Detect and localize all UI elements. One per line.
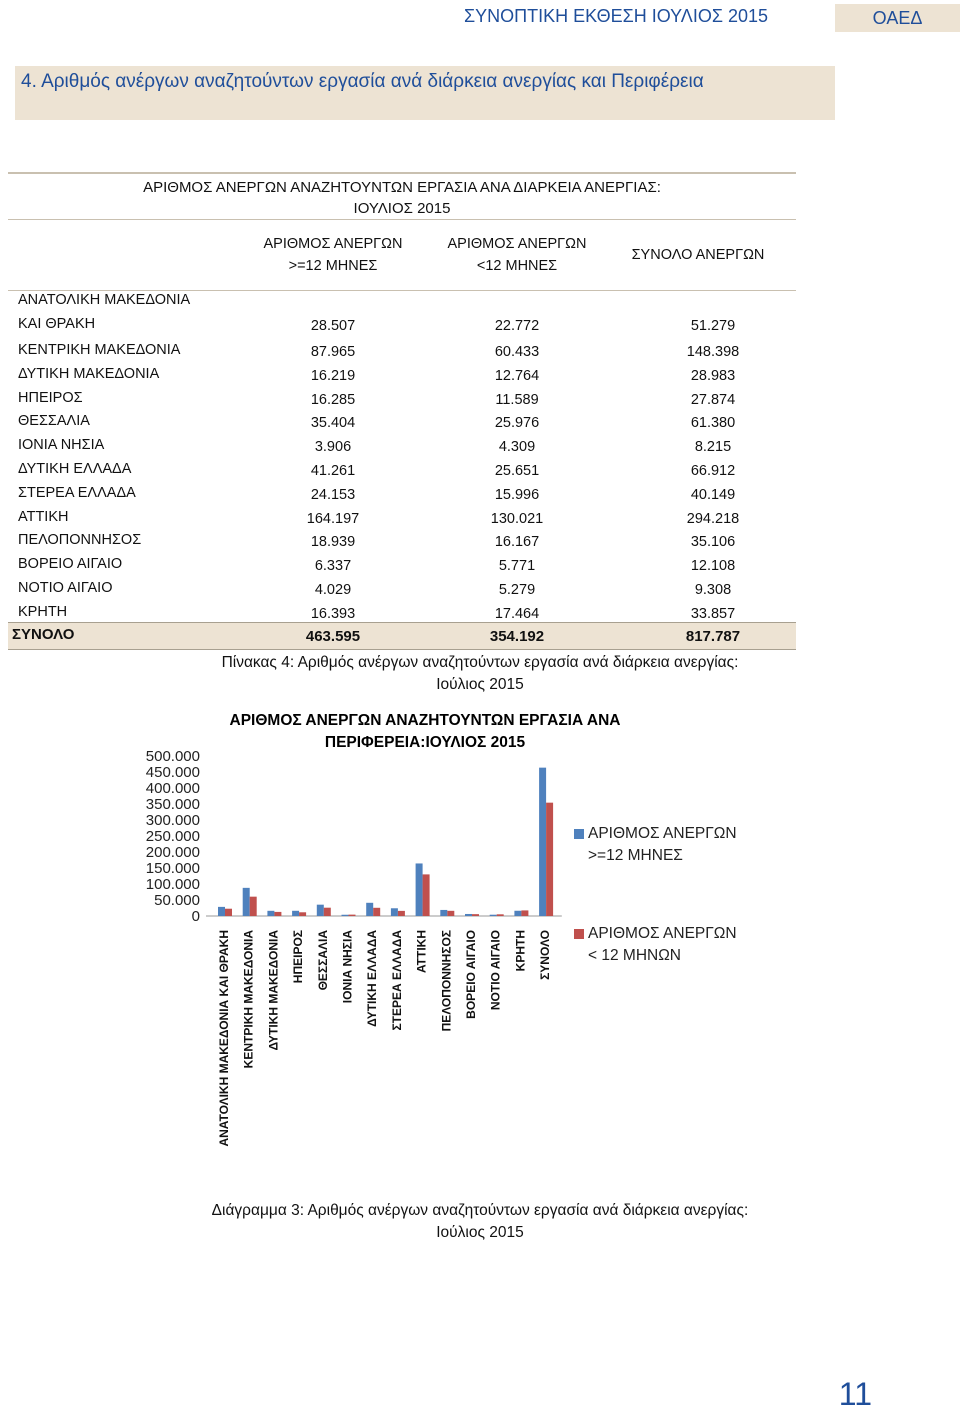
table-row	[8, 292, 796, 342]
x-category-label: ΠΕΛΟΠΟΝΝΗΣΟΣ	[439, 930, 454, 1032]
cell-lt12: 25.651	[494, 463, 540, 479]
column-header-ge12	[238, 233, 428, 277]
bar-ge12	[440, 910, 447, 916]
cell-total: 66.912	[690, 463, 736, 479]
report-title: ΣΥΝΟΠΤΙΚΗ ΕΚΘΕΣΗ ΙΟΥΛΙΟΣ 2015	[463, 6, 768, 26]
chart-plot-area	[146, 748, 562, 1147]
cell-ge12: 6.337	[314, 558, 352, 575]
y-tick-label: 50.000	[154, 892, 200, 909]
table-title-line1: ΑΡΙΘΜΟΣ ΑΝΕΡΓΩΝ ΑΝΑΖΗΤΟΥΝΤΩΝ ΕΡΓΑΣΙΑ ΑΝΑ ΔΙΑΡΚΕΙΑ ΑΝΕΡΓΙΑΣ:	[143, 179, 661, 196]
y-tick-label: 0	[191, 908, 200, 925]
bar-lt12	[472, 914, 479, 916]
bar-lt12	[546, 803, 553, 916]
x-category-label: ΚΕΝΤΡΙΚΗ ΜΑΚΕΔΟΝΙΑ	[241, 930, 256, 1069]
table-caption-line1: Πίνακας 4: Αριθμός ανέργων αναζητούντων εργασία ανά διάρκεια ανεργίας:	[221, 654, 739, 671]
bar-lt12	[299, 912, 306, 916]
legend-item-ge12	[588, 823, 737, 867]
cell-ge12: 87.965	[310, 344, 356, 360]
cell-lt12: 5.771	[498, 558, 536, 575]
cell-lt12: 60.433	[494, 344, 540, 360]
cell-ge12: 3.906	[314, 439, 352, 456]
legend-label-lt12-line1: ΑΡΙΘΜΟΣ ΑΝΕΡΓΩΝ	[588, 925, 737, 942]
cell-total: 40.149	[690, 486, 736, 503]
bar-ge12	[514, 911, 521, 916]
row-name: ΙΟΝΙΑ ΝΗΣΙΑ	[18, 437, 105, 454]
cell-total: 35.106	[690, 534, 736, 551]
total-label: ΣΥΝΟΛΟ	[12, 626, 75, 643]
bar-lt12	[398, 911, 405, 916]
cell-total: 27.874	[690, 391, 736, 408]
x-category-label: ΣΤΕΡΕΑ ΕΛΛΑΔΑ	[389, 930, 404, 1031]
bar-lt12	[250, 897, 257, 916]
cell-ge12: 35.404	[310, 415, 356, 432]
table-title-line2: ΙΟΥΛΙΟΣ 2015	[353, 200, 451, 217]
y-tick-label: 450.000	[145, 764, 200, 781]
bar-ge12	[391, 908, 398, 916]
cell-lt12: 130.021	[490, 510, 544, 527]
row-name: ΔΥΤΙΚΗ ΜΑΚΕΔΟΝΙΑ	[18, 365, 160, 382]
bar-ge12	[218, 907, 225, 916]
table-caption	[0, 652, 960, 696]
page-number: 11	[838, 1376, 872, 1412]
legend-label-lt12-line2: < 12 ΜΗΝΩΝ	[588, 947, 681, 964]
x-category-label: ΔΥΤΙΚΗ ΕΛΛΑΔΑ	[365, 930, 380, 1027]
table-row	[8, 556, 796, 580]
bar-lt12	[225, 909, 232, 916]
cell-lt12: 17.464	[494, 605, 540, 622]
organization-tag: ΟΑΕΔ	[835, 4, 960, 32]
y-tick-label: 350.000	[145, 796, 200, 813]
y-tick-label: 300.000	[145, 812, 200, 829]
row-name: ΚΡΗΤΗ	[18, 603, 68, 620]
cell-ge12: 41.261	[310, 463, 356, 479]
cell-ge12: 4.029	[314, 582, 352, 598]
row-name: ΑΤΤΙΚΗ	[18, 508, 69, 525]
total-lt12: 354.192	[489, 628, 545, 645]
row-name-line2: ΚΑΙ ΘΡΑΚΗ	[18, 316, 96, 332]
row-name: ΣΤΕΡΕΑ ΕΛΛΑΔΑ	[18, 484, 136, 501]
cell-total: 33.857	[690, 605, 736, 622]
row-name: ΠΕΛΟΠΟΝΝΗΣΟΣ	[18, 532, 142, 549]
row-name: ΚΕΝΤΡΙΚΗ ΜΑΚΕΔΟΝΙΑ	[18, 342, 181, 358]
chart-title-line1: ΑΡΙΘΜΟΣ ΑΝΕΡΓΩΝ ΑΝΑΖΗΤΟΥΝΤΩΝ ΕΡΓΑΣΙΑ ΑΝΑ	[229, 712, 621, 729]
bar-lt12	[497, 914, 504, 916]
cell-total: 12.108	[690, 558, 736, 575]
chart-caption	[0, 1200, 960, 1244]
bar-ge12	[416, 863, 423, 916]
row-name: ΗΠΕΙΡΟΣ	[18, 389, 83, 406]
y-tick-label: 500.000	[145, 748, 200, 765]
y-tick-label: 400.000	[145, 780, 200, 797]
table-row	[8, 532, 796, 556]
legend-swatch-ge12	[574, 829, 584, 839]
legend-label-ge12-line2: >=12 ΜΗΝΕΣ	[588, 847, 683, 864]
cell-ge12: 16.285	[310, 391, 356, 408]
bar-lt12	[349, 915, 356, 916]
bar-lt12	[521, 910, 528, 916]
cell-total: 294.218	[686, 510, 740, 527]
row-name-line1: ΑΝΑΤΟΛΙΚΗ ΜΑΚΕΔΟΝΙΑ	[18, 292, 191, 308]
unemployment-bar-chart	[0, 700, 960, 1170]
y-tick-label: 150.000	[145, 860, 200, 877]
cell-ge12: 16.393	[310, 605, 356, 622]
x-category-label: ΑΤΤΙΚΗ	[414, 930, 429, 973]
row-name: ΝΟΤΙΟ ΑΙΓΑΙΟ	[18, 580, 113, 596]
x-category-label: ΔΥΤΙΚΗ ΜΑΚΕΔΟΝΙΑ	[266, 930, 281, 1051]
table-row	[8, 413, 796, 437]
y-tick-label: 200.000	[145, 844, 200, 861]
bar-lt12	[274, 912, 281, 916]
table-total-row	[8, 622, 796, 650]
cell-total: 28.983	[690, 367, 736, 384]
cell-lt12: 22.772	[494, 318, 540, 334]
cell-total: 8.215	[694, 439, 732, 456]
cell-ge12: 164.197	[306, 510, 360, 527]
bar-ge12	[317, 905, 324, 916]
cell-lt12: 4.309	[498, 439, 536, 456]
cell-ge12: 18.939	[310, 534, 356, 551]
bar-ge12	[243, 888, 250, 916]
bar-ge12	[465, 914, 472, 916]
bar-ge12	[366, 903, 373, 916]
row-name: ΘΕΣΣΑΛΙΑ	[18, 413, 90, 430]
cell-lt12: 15.996	[494, 486, 540, 503]
table-row	[8, 461, 796, 485]
y-tick-label: 100.000	[145, 876, 200, 893]
bar-ge12	[342, 915, 349, 916]
total-all: 817.787	[685, 628, 741, 645]
cell-total: 148.398	[686, 344, 740, 360]
cell-ge12: 24.153	[310, 486, 356, 503]
table-row	[8, 437, 796, 461]
x-category-label: ΣΥΝΟΛΟ	[538, 930, 553, 980]
section-heading: 4. Αριθμός ανέργων αναζητούντων εργασία ανά διάρκεια ανεργίας και Περιφέρεια	[21, 71, 704, 92]
column-header-lt12	[422, 233, 612, 277]
cell-total: 9.308	[694, 582, 732, 598]
legend-label-ge12-line1: ΑΡΙΘΜΟΣ ΑΝΕΡΓΩΝ	[588, 825, 737, 842]
bar-ge12	[292, 911, 299, 916]
bar-lt12	[324, 908, 331, 916]
table-row	[8, 342, 796, 366]
bar-ge12	[490, 915, 497, 916]
bar-ge12	[267, 911, 274, 916]
cell-total: 61.380	[690, 415, 736, 432]
cell-lt12: 5.279	[498, 582, 536, 598]
table-header-rule	[8, 290, 796, 291]
table-row	[8, 509, 796, 533]
column-header-lt12-line1: ΑΡΙΘΜΟΣ ΑΝΕΡΓΩΝ	[447, 236, 587, 252]
bar-ge12	[539, 768, 546, 916]
bar-lt12	[423, 874, 430, 916]
table-row	[8, 485, 796, 509]
x-category-label: ΗΠΕΙΡΟΣ	[291, 930, 306, 984]
row-name: ΔΥΤΙΚΗ ΕΛΛΑΔΑ	[18, 461, 132, 477]
cell-lt12: 11.589	[495, 391, 539, 408]
chart-caption-line1: Διάγραμμα 3: Αριθμός ανέργων αναζητούντων εργασία ανά διάρκεια ανεργίας:	[211, 1202, 749, 1219]
cell-total: 51.279	[690, 318, 736, 334]
x-category-label: ΒΟΡΕΙΟ ΑΙΓΑΙΟ	[464, 930, 478, 1019]
x-category-label: ΙΟΝΙΑ ΝΗΣΙΑ	[340, 930, 355, 1004]
x-category-label: ΝΟΤΙΟ ΑΙΓΑΙΟ	[488, 930, 503, 1011]
cell-lt12: 16.167	[494, 534, 540, 551]
x-category-label: ΘΕΣΣΑΛΙΑ	[315, 930, 330, 991]
row-name: ΒΟΡΕΙΟ ΑΙΓΑΙΟ	[18, 556, 123, 573]
table-caption-line2: Ιούλιος 2015	[436, 676, 524, 693]
chart-caption-line2: Ιούλιος 2015	[436, 1224, 524, 1241]
bar-lt12	[373, 908, 380, 916]
column-header-total: ΣΥΝΟΛΟ ΑΝΕΡΓΩΝ	[631, 247, 765, 263]
bar-lt12	[447, 911, 454, 916]
x-category-label: ΚΡΗΤΗ	[513, 930, 528, 972]
x-category-label: ΑΝΑΤΟΛΙΚΗ ΜΑΚΕΔΟΝΙΑ ΚΑΙ ΘΡΑΚΗ	[217, 930, 231, 1147]
table-top-border	[8, 172, 796, 174]
section-heading-band	[15, 66, 835, 120]
legend-swatch-lt12	[574, 929, 584, 939]
cell-lt12: 12.764	[494, 367, 540, 384]
table-row	[8, 390, 796, 414]
table-row	[8, 366, 796, 390]
table-title-rule	[8, 219, 796, 220]
chart-title-line2: ΠΕΡΙΦΕΡΕΙΑ:ΙΟΥΛΙΟΣ 2015	[324, 734, 526, 751]
total-ge12: 463.595	[305, 628, 361, 645]
column-header-ge12-line1: ΑΡΙΘΜΟΣ ΑΝΕΡΓΩΝ	[263, 236, 403, 252]
y-tick-label: 250.000	[145, 828, 200, 845]
cell-lt12: 25.976	[494, 415, 540, 432]
cell-ge12: 16.219	[310, 367, 356, 384]
column-header-lt12-line2: <12 ΜΗΝΕΣ	[476, 258, 558, 274]
cell-ge12: 28.507	[310, 318, 356, 334]
table-row	[8, 580, 796, 604]
column-header-ge12-line2: >=12 ΜΗΝΕΣ	[288, 258, 378, 274]
legend-item-lt12	[588, 923, 737, 967]
